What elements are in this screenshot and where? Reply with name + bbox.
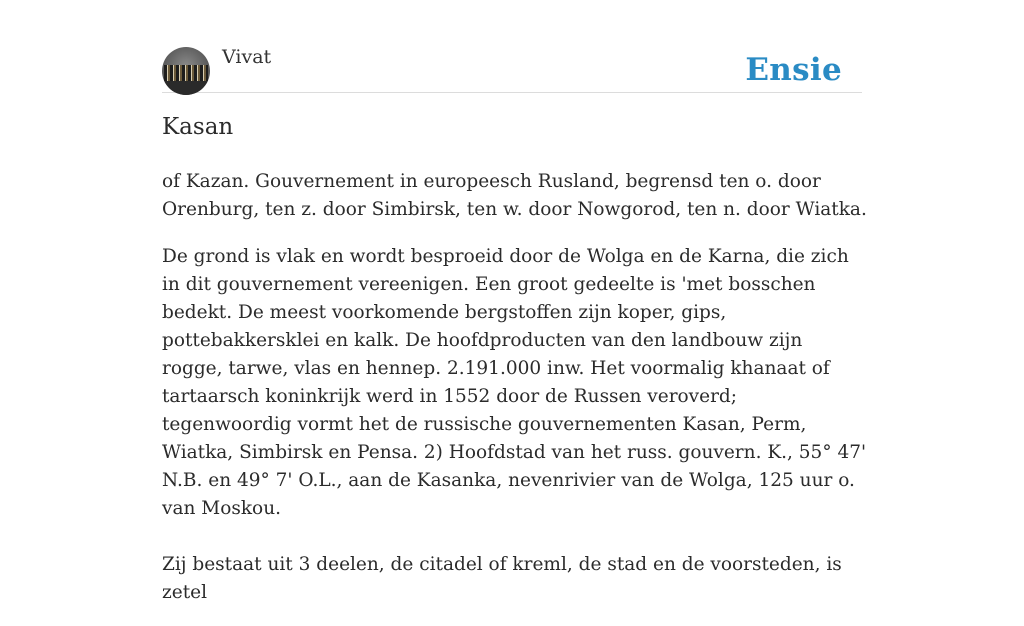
paragraph-description: De grond is vlak en wordt besproeid door de Wolga en de Karna, die zich in dit gouvernement vereenigen. Een groot gedeelte is 'met bosschen bedekt. De meest voorkomende bergstoffen zijn koper, gips, pottebakkersklei en kalk. De hoofdproducten van den landbouw zijn rogge, tarwe, vlas en hennep. 2.191.000 inw. Het voormalig khanaat of tartaarsch koninkrijk werd in 1552 door de Russen veroverd; tegenwoordig vormt het de russische gouvernementen Kasan, Perm, Wiatka, Simbirsk en Pensa. 2) Hoofdstad van het russ. gouvern. K., 55° 47' N.B. en 49° 7' O.L., aan de Kasanka, nevenrivier van de Wolga, 125 uur o. van Moskou.	[162, 246, 867, 519]
bookshelf-avatar-icon[interactable]	[162, 47, 210, 95]
page-container	[162, 0, 867, 603]
article-title: Kasan	[162, 114, 234, 140]
author-name[interactable]: Vivat	[222, 46, 272, 68]
paragraph-city: Zij bestaat uit 3 deelen, de citadel of kreml, de stad en de voorsteden, is zetel	[162, 554, 842, 603]
brand-logo[interactable]: Ensie	[745, 52, 842, 88]
page-header	[162, 0, 862, 93]
books-graphic	[164, 65, 208, 81]
paragraph-intro: of Kazan. Gouvernement in europeesch Rusland, begrensd ten o. door Orenburg, ten z. door Simbirsk, ten w. door Nowgorod, ten n. door Wiatka.	[162, 171, 867, 220]
article-body	[162, 168, 867, 626]
books-shadow	[162, 81, 210, 95]
